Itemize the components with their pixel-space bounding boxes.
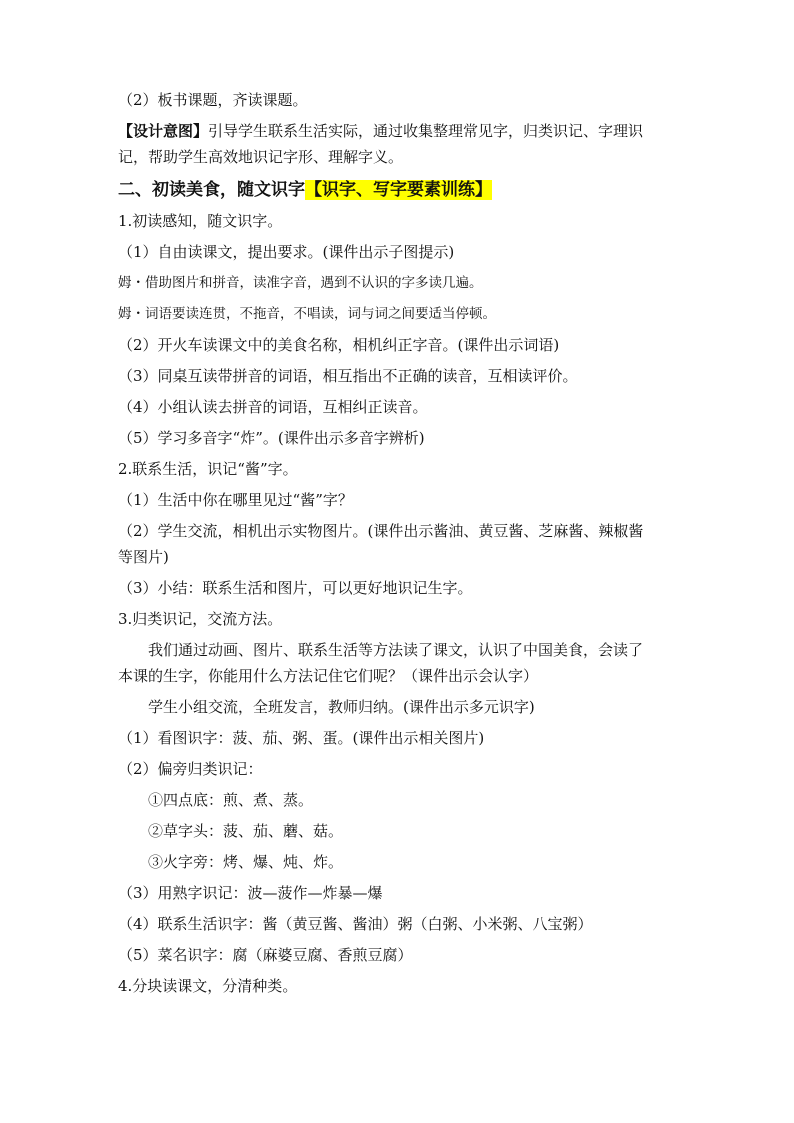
line-board-title: （2）板书课题，齐读课题。 xyxy=(118,91,308,109)
step-2-item-2b: 等图片) xyxy=(118,548,169,566)
step-3-para-1b: 本课的生字，你能用什么方法记住它们呢？（课件出示会认字） xyxy=(118,667,539,685)
design-intent-line-2: 记，帮助学生高效地识记字形、理解字义。 xyxy=(118,148,404,166)
document-content xyxy=(118,90,678,1007)
step-1-item-3: （3）同桌互读带拼音的词语，相互指出不正确的读音，互相读评价。 xyxy=(118,367,578,385)
step-3-item-5: （5）菜名识字：腐（麻婆豆腐、香煎豆腐） xyxy=(118,946,413,964)
step-1-tip-2: 姆・词语要读连贯，不拖音，不唱读，词与词之间要适当停顿。 xyxy=(118,306,496,322)
step-4-title: 4.分块读课文，分清种类。 xyxy=(118,977,298,995)
section-heading-text: 二、初读美食，随文识字 xyxy=(118,180,305,200)
step-1-item-1: （1）自由读课文，提出要求。(课件出示子图提示) xyxy=(118,243,455,261)
design-intent-label: 【设计意图】 xyxy=(118,122,209,140)
radical-group-3: ③火字旁：烤、爆、炖、炸。 xyxy=(148,853,344,871)
step-1-item-5: （5）学习多音字“炸”。(课件出示多音字辨析) xyxy=(118,429,425,447)
radical-group-1: ①四点底：煎、煮、蒸。 xyxy=(148,791,314,809)
step-3-title: 3.归类识记，交流方法。 xyxy=(118,610,283,628)
design-intent-line-1 xyxy=(118,121,678,147)
radical-group-2: ②草字头：菠、茄、蘑、菇。 xyxy=(148,822,344,840)
step-1-title: 1.初读感知，随文识字。 xyxy=(118,212,283,230)
step-3-item-1: （1）看图识字：菠、茄、粥、蛋。(课件出示相关图片) xyxy=(118,729,485,747)
section-heading-tag: 【识字、写字要素训练】 xyxy=(305,180,492,200)
step-3-para-2: 学生小组交流，全班发言，教师归纳。(课件出示多元识字) xyxy=(148,698,535,716)
step-2-title: 2.联系生活，识记“酱”字。 xyxy=(118,460,298,478)
step-1-tip-1: 姆・借助图片和拼音，读准字音，遇到不认识的字多读几遍。 xyxy=(118,275,483,291)
step-3-para-1a: 我们通过动画、图片、联系生活等方法读了课文，认识了中国美食，会读了 xyxy=(148,641,644,659)
step-2-item-1: （1）生活中你在哪里见过“酱”字？ xyxy=(118,491,353,509)
step-1-item-2: （2）开火车读课文中的美食名称，相机纠正字音。(课件出示词语) xyxy=(118,336,560,354)
step-3-item-4: （4）联系生活识字：酱（黄豆酱、酱油）粥（白粥、小米粥、八宝粥） xyxy=(118,915,593,933)
step-3-item-3: （3）用熟字识记：波—菠作—炸暴—爆 xyxy=(118,884,383,902)
design-intent-text-1: 引导学生联系生活实际，通过收集整理常见字，归类识记、字理识 xyxy=(208,122,644,140)
step-2-item-3: （3）小结：联系生活和图片，可以更好地识记生字。 xyxy=(118,579,473,597)
section-heading xyxy=(118,178,678,211)
step-2-item-2a: （2）学生交流，相机出示实物图片。(课件出示酱油、黄豆酱、芝麻酱、辣椒酱 xyxy=(118,522,644,540)
step-3-item-2: （2）偏旁归类识记： xyxy=(118,760,263,778)
step-1-item-4: （4）小组认读去拼音的词语，互相纠正读音。 xyxy=(118,398,428,416)
